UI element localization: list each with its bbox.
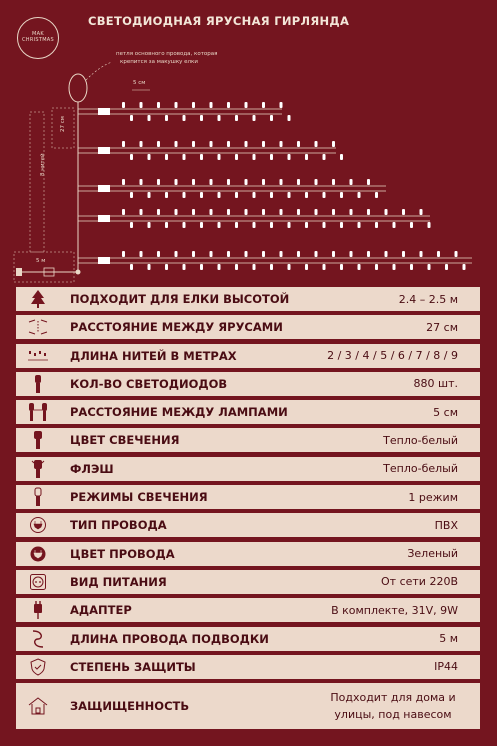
spec-value: IP44 (434, 660, 458, 674)
spec-label: КОЛ-ВО СВЕТОДИОДОВ (70, 376, 228, 391)
bulb (218, 192, 221, 198)
spec-row (16, 287, 480, 311)
bulb (165, 192, 168, 198)
bulb (200, 154, 203, 160)
spec-label: ЦВЕТ СВЕЧЕНИЯ (70, 433, 180, 448)
bulb (288, 264, 291, 270)
bulb (385, 251, 388, 257)
spec-value: Зеленый (407, 547, 458, 561)
spec-label: СТЕПЕНЬ ЗАЩИТЫ (70, 659, 196, 674)
bulb (297, 209, 300, 215)
bulb (245, 141, 248, 147)
bulb (130, 154, 133, 160)
bulb (280, 209, 283, 215)
loop-note-line1: петля основного провода, которая (116, 51, 218, 57)
spec-row (16, 400, 480, 424)
plug-icon (16, 513, 60, 537)
bulb (210, 141, 213, 147)
bulb (288, 154, 291, 160)
spec-value: ПВХ (434, 518, 458, 532)
modes-icon (16, 485, 60, 509)
bulb (350, 251, 353, 257)
house-icon (16, 683, 60, 729)
bulb (315, 251, 318, 257)
spec-row (16, 315, 480, 339)
bulb (280, 179, 283, 185)
spec-row (16, 344, 480, 368)
bulb (393, 222, 396, 228)
bulb (297, 251, 300, 257)
spec-row (16, 683, 480, 729)
bulb (332, 141, 335, 147)
bulb (227, 141, 230, 147)
bulb (350, 179, 353, 185)
spec-row (16, 372, 480, 396)
spec-label: РЕЖИМЫ СВЕЧЕНИЯ (70, 490, 208, 505)
spec-value-line: улицы, под навесом (334, 708, 452, 722)
bulb (218, 222, 221, 228)
spec-row (16, 513, 480, 537)
bulb (148, 115, 151, 121)
bulb (210, 251, 213, 257)
shield-icon (16, 655, 60, 679)
bulb (367, 251, 370, 257)
bulb (305, 222, 308, 228)
bulb (375, 192, 378, 198)
bulb (122, 102, 125, 108)
glow-color-icon (16, 428, 60, 452)
bulb (270, 264, 273, 270)
plug-color-icon (16, 542, 60, 566)
bulb (165, 154, 168, 160)
bulb (280, 102, 283, 108)
bulb (245, 251, 248, 257)
lead-label: 5 м (36, 258, 46, 264)
bulb (157, 251, 160, 257)
bulb (332, 209, 335, 215)
bulb (358, 264, 361, 270)
spec-label: ТИП ПРОВОДА (70, 518, 167, 533)
bulb (183, 192, 186, 198)
wire-icon (16, 627, 60, 651)
bulb (332, 179, 335, 185)
adapter-icon (16, 598, 60, 622)
bulb (227, 251, 230, 257)
loop-note-line2: крепится за макушку елки (120, 59, 198, 65)
bulb (210, 209, 213, 215)
bulb (235, 222, 238, 228)
bulb (218, 115, 221, 121)
bulb (227, 179, 230, 185)
spec-value: Тепло-белый (383, 433, 458, 447)
spec-value: 2 / 3 / 4 / 5 / 6 / 7 / 8 / 9 (327, 349, 458, 363)
bulb (262, 102, 265, 108)
tree-icon (16, 287, 60, 311)
bulb (410, 222, 413, 228)
lead-box (14, 252, 74, 282)
spec-value: 2.4 – 2.5 м (398, 292, 458, 306)
bulb (270, 154, 273, 160)
bulb (367, 209, 370, 215)
spec-row (16, 655, 480, 679)
bulb (235, 264, 238, 270)
bulb (297, 141, 300, 147)
bulb (323, 154, 326, 160)
bulb (140, 251, 143, 257)
bulb (358, 222, 361, 228)
bulb (200, 192, 203, 198)
strands-box (30, 112, 44, 252)
bulb (305, 154, 308, 160)
bulb (375, 222, 378, 228)
spec-label: ЦВЕТ ПРОВОДА (70, 546, 175, 561)
spec-value-line: Подходит для дома и (330, 691, 456, 705)
strand-connector (98, 257, 110, 264)
bulb (148, 192, 151, 198)
bulb (210, 179, 213, 185)
bulb (463, 264, 466, 270)
bulb (402, 251, 405, 257)
strand-connector (98, 185, 110, 192)
bulb (245, 102, 248, 108)
spacing-label: 5 см (133, 80, 146, 86)
bulb (175, 141, 178, 147)
bulb (175, 102, 178, 108)
bulb (305, 192, 308, 198)
bulb (332, 251, 335, 257)
bulb (375, 264, 378, 270)
strands-label: 8 нитей (40, 153, 46, 176)
bulb (140, 102, 143, 108)
note-leader (86, 62, 112, 80)
spec-value: 5 см (433, 405, 458, 419)
bulb (192, 179, 195, 185)
bulb (122, 141, 125, 147)
bulb (367, 179, 370, 185)
bulb (148, 154, 151, 160)
spec-value: В комплекте, 31V, 9W (331, 603, 458, 617)
bulb (130, 264, 133, 270)
bulb (140, 141, 143, 147)
socket-icon (16, 570, 60, 594)
bulb (192, 102, 195, 108)
led-icon (16, 372, 60, 396)
bulb (192, 251, 195, 257)
bulb (218, 264, 221, 270)
bulb (200, 264, 203, 270)
bulb (428, 222, 431, 228)
bulb (350, 209, 353, 215)
bulb (130, 192, 133, 198)
bulb (315, 209, 318, 215)
spec-label: ФЛЭШ (70, 461, 114, 476)
logo-text: MAK CHRISTMAS (21, 31, 55, 43)
spec-row (16, 457, 480, 481)
spec-row (16, 598, 480, 622)
bulb (305, 264, 308, 270)
bulb (262, 179, 265, 185)
loop-wire (69, 74, 87, 102)
spec-value: 880 шт. (413, 377, 458, 391)
spec-label: ДЛИНА ПРОВОДА ПОДВОДКИ (70, 631, 269, 646)
bulb (340, 222, 343, 228)
bulb (235, 115, 238, 121)
bulb (323, 192, 326, 198)
tier-gap-label: 27 см (60, 116, 66, 132)
plug-box (16, 268, 22, 276)
bulb (288, 115, 291, 121)
spec-value: От сети 220В (381, 575, 458, 589)
strand-connector (98, 147, 110, 154)
bulb (437, 251, 440, 257)
strands-icon (16, 344, 60, 368)
bulb (235, 154, 238, 160)
bulb (157, 102, 160, 108)
bulb (315, 141, 318, 147)
bulb (227, 102, 230, 108)
bulb (140, 209, 143, 215)
bulb (200, 222, 203, 228)
spec-row (16, 570, 480, 594)
bulb (148, 264, 151, 270)
bulb (200, 115, 203, 121)
bulb (253, 115, 256, 121)
bulb (358, 192, 361, 198)
bulb (420, 251, 423, 257)
strands-group (78, 102, 472, 270)
bulb (175, 179, 178, 185)
spec-value (318, 683, 468, 729)
junction-dot (76, 270, 81, 275)
bulb (428, 264, 431, 270)
bulb (323, 222, 326, 228)
flash-icon (16, 457, 60, 481)
bulb (262, 141, 265, 147)
bulb (270, 222, 273, 228)
bulb (183, 115, 186, 121)
bulb (175, 251, 178, 257)
bulb (130, 222, 133, 228)
bulb (148, 222, 151, 228)
bulb (218, 154, 221, 160)
bulb (262, 251, 265, 257)
bulb (340, 264, 343, 270)
spec-row (16, 485, 480, 509)
spec-label: ДЛИНА НИТЕЙ В МЕТРАХ (70, 348, 237, 363)
spec-row (16, 627, 480, 651)
spec-label: ЗАЩИЩЕННОСТЬ (70, 699, 190, 714)
bulb (270, 115, 273, 121)
spec-row (16, 428, 480, 452)
bulb (280, 251, 283, 257)
bulb (445, 264, 448, 270)
spec-value: 27 см (426, 320, 458, 334)
bulb (245, 209, 248, 215)
spec-value: Тепло-белый (383, 462, 458, 476)
spec-value: 5 м (439, 632, 458, 646)
bulb (323, 264, 326, 270)
lamp-spacing-icon (16, 400, 60, 424)
specs-table (16, 287, 480, 733)
bulb (192, 141, 195, 147)
bulb (385, 209, 388, 215)
bulb (262, 209, 265, 215)
bulb (165, 264, 168, 270)
bulb (122, 209, 125, 215)
bulb (157, 179, 160, 185)
strand-connector (98, 108, 110, 115)
bulb (227, 209, 230, 215)
bulb (270, 192, 273, 198)
spec-label: АДАПТЕР (70, 603, 132, 618)
bulb (402, 209, 405, 215)
bulb (288, 192, 291, 198)
bulb (253, 154, 256, 160)
bulb (340, 192, 343, 198)
page-title: СВЕТОДИОДНАЯ ЯРУСНАЯ ГИРЛЯНДА (88, 14, 350, 28)
bulb (130, 115, 133, 121)
bulb (455, 251, 458, 257)
bulb (183, 222, 186, 228)
bulb (245, 179, 248, 185)
bulb (175, 209, 178, 215)
spec-row (16, 542, 480, 566)
bulb (235, 192, 238, 198)
bulb (183, 154, 186, 160)
garland-diagram (0, 40, 497, 285)
bulb (183, 264, 186, 270)
strand-connector (98, 215, 110, 222)
bulb (288, 222, 291, 228)
bulb (420, 209, 423, 215)
spec-label: РАССТОЯНИЕ МЕЖДУ ЯРУСАМИ (70, 320, 283, 335)
bulb (165, 222, 168, 228)
bulb (315, 179, 318, 185)
bulb (393, 264, 396, 270)
bulb (140, 179, 143, 185)
bulb (192, 209, 195, 215)
bulb (165, 115, 168, 121)
bulb (280, 141, 283, 147)
bulb (122, 251, 125, 257)
spec-value: 1 режим (408, 490, 458, 504)
spec-label: РАССТОЯНИЕ МЕЖДУ ЛАМПАМИ (70, 405, 288, 420)
bulb (210, 102, 213, 108)
bulb (157, 141, 160, 147)
bulb (340, 154, 343, 160)
bulb (122, 179, 125, 185)
bulb (297, 179, 300, 185)
bulb (253, 192, 256, 198)
bulb (157, 209, 160, 215)
bulb (410, 264, 413, 270)
tier-distance-icon (16, 315, 60, 339)
bulb (253, 264, 256, 270)
spec-label: ПОДХОДИТ ДЛЯ ЕЛКИ ВЫСОТОЙ (70, 292, 290, 306)
spec-label: ВИД ПИТАНИЯ (70, 574, 167, 589)
bulb (253, 222, 256, 228)
